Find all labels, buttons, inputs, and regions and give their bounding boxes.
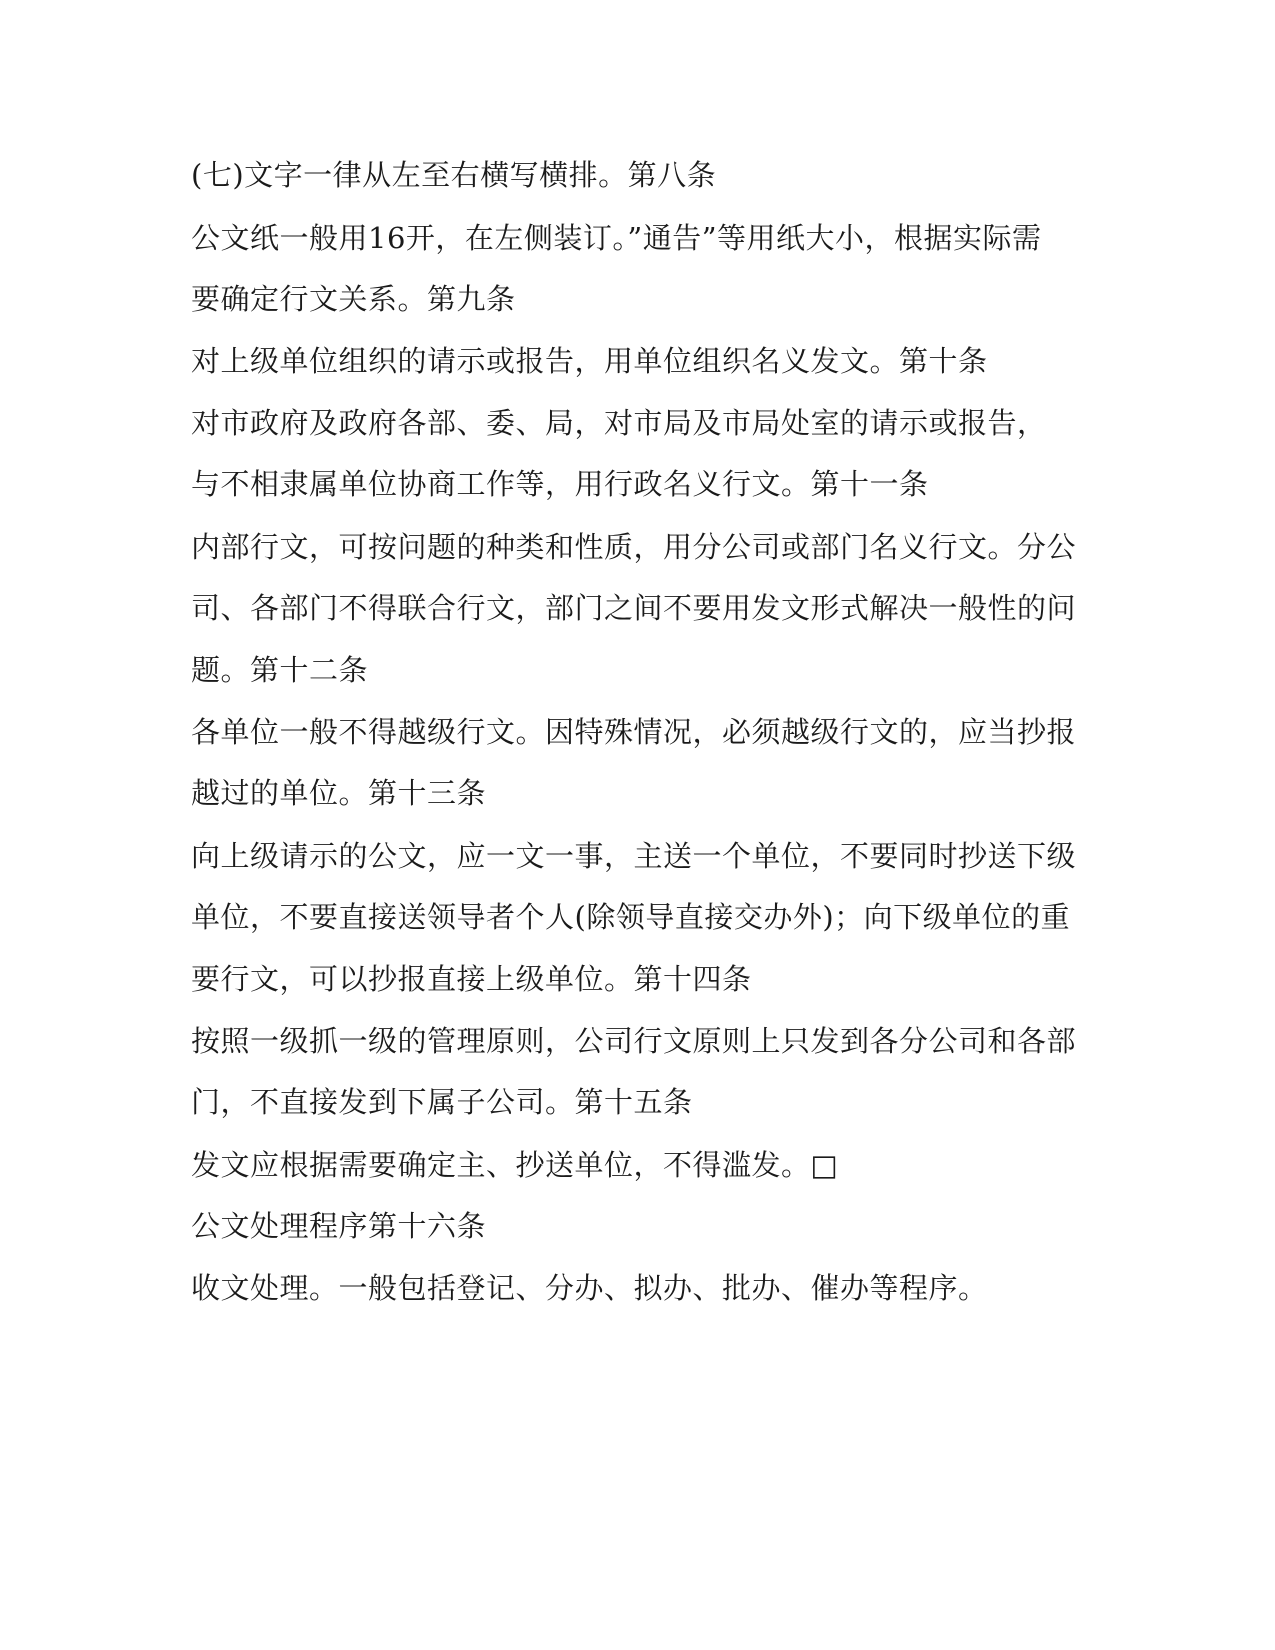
text-line: 内部行文，可按问题的种类和性质，用分公司或部门名义行文。分公 bbox=[191, 530, 1077, 564]
text-line: 与不相隶属单位协商工作等，用行政名义行文。第十一条 bbox=[191, 467, 929, 501]
text-line: 对上级单位组织的请示或报告，用单位组织名义发文。第十条 bbox=[191, 344, 988, 378]
text-line: 向上级请示的公文，应一文一事，主送一个单位，不要同时抄送下级 bbox=[191, 839, 1077, 873]
text-line: 收文处理。一般包括登记、分办、拟办、批办、催办等程序。 bbox=[191, 1271, 988, 1305]
text-line: 要行文，可以抄报直接上级单位。第十四条 bbox=[191, 962, 752, 996]
text-line: 要确定行文关系。第九条 bbox=[191, 282, 516, 316]
text-line: 题。第十二条 bbox=[191, 653, 369, 687]
text-line: 公文处理程序第十六条 bbox=[191, 1209, 487, 1243]
text-line: 公文纸一般用16开，在左侧装订。”通告”等用纸大小，根据实际需 bbox=[191, 221, 1042, 255]
text-line: 按照一级抓一级的管理原则，公司行文原则上只发到各分公司和各部 bbox=[191, 1024, 1077, 1058]
text-line: 对市政府及政府各部、委、局，对市局及市局处室的请示或报告， bbox=[191, 406, 1047, 440]
text-line: (七)文字一律从左至右横写横排。第八条 bbox=[191, 158, 717, 192]
text-line: 单位，不要直接送领导者个人(除领导直接交办外)；向下级单位的重 bbox=[191, 900, 1071, 934]
text-line: 发文应根据需要确定主、抄送单位，不得滥发。□ bbox=[191, 1148, 839, 1182]
text-line: 各单位一般不得越级行文。因特殊情况，必须越级行文的，应当抄报 bbox=[191, 715, 1077, 749]
text-line: 司、各部门不得联合行文，部门之间不要用发文形式解决一般性的问 bbox=[191, 591, 1077, 625]
text-line: 越过的单位。第十三条 bbox=[191, 776, 487, 810]
text-line: 门，不直接发到下属子公司。第十五条 bbox=[191, 1085, 693, 1119]
